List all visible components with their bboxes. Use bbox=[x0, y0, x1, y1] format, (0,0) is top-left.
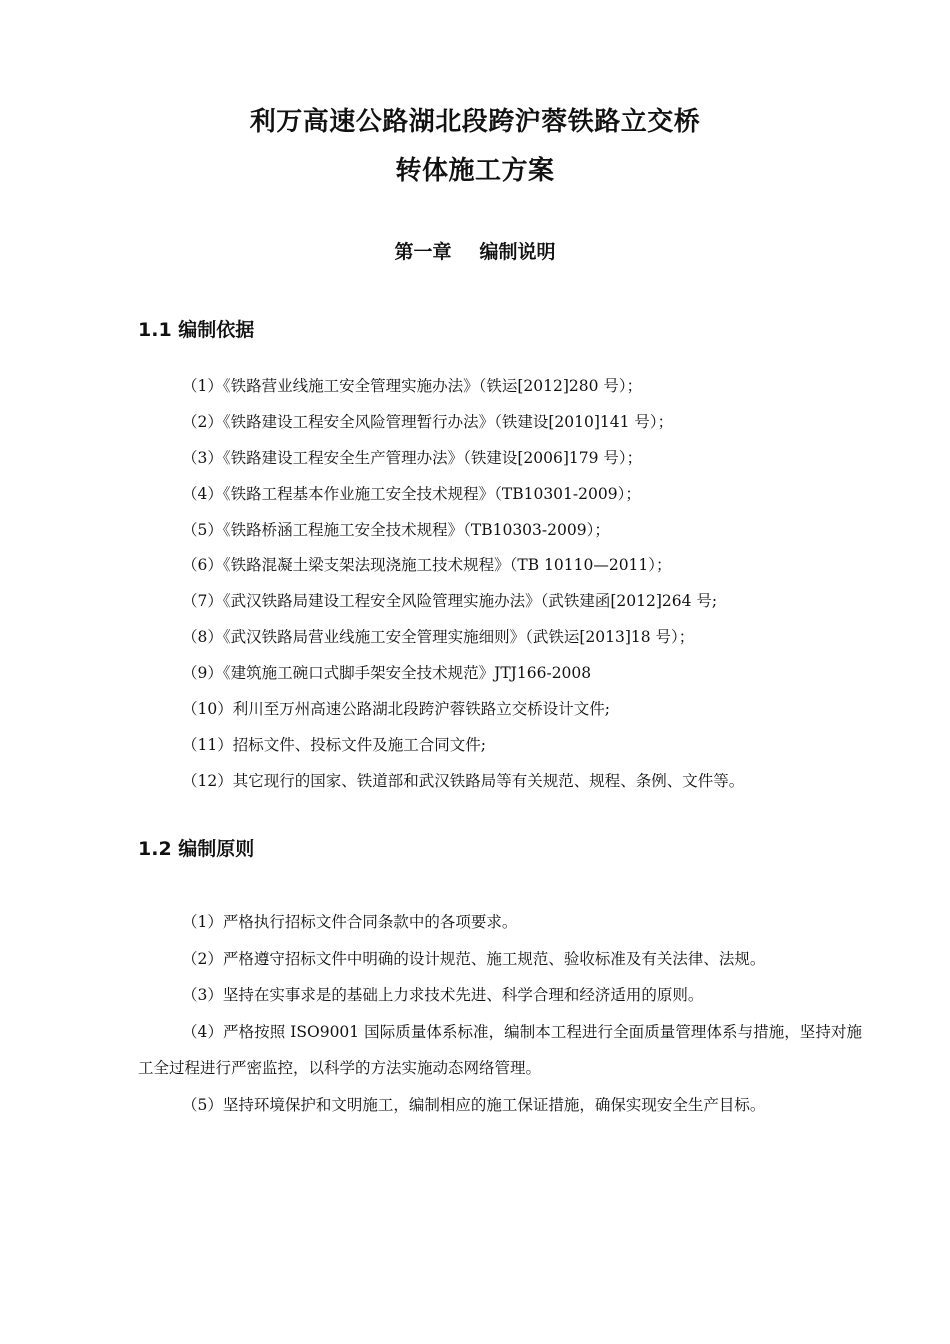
list-item: （2）《铁路建设工程安全风险管理暂行办法》（铁建设[2010]141 号）； bbox=[182, 412, 674, 431]
list-item: （7）《武汉铁路局建设工程安全风险管理实施办法》（武铁建函[2012]264 号; bbox=[182, 592, 718, 611]
principle-paragraph: （5）坚持环境保护和文明施工，编制相应的施工保证措施，确保实现安全生产目标。 bbox=[182, 1095, 766, 1114]
principle-paragraph: （3）坚持在实事求是的基础上力求技术先进、科学合理和经济适用的原则。 bbox=[182, 986, 704, 1004]
principles-list bbox=[138, 904, 862, 1123]
list-item: （3）《铁路建设工程安全生产管理办法》（铁建设[2006]179 号）； bbox=[182, 448, 643, 467]
list-item: （10）利川至万州高速公路湖北段跨沪蓉铁路立交桥设计文件; bbox=[182, 700, 610, 719]
document-title-line1: 利万高速公路湖北段跨沪蓉铁路立交桥 bbox=[249, 107, 701, 137]
principle-paragraph: （2）严格遵守招标文件中明确的设计规范、施工规范、验收标准及有关法律、法规。 bbox=[182, 949, 766, 968]
list-item: （12）其它现行的国家、铁道部和武汉铁路局等有关规范、规程、条例、文件等。 bbox=[182, 771, 745, 790]
list-item: （11）招标文件、投标文件及施工合同文件; bbox=[182, 735, 486, 754]
list-item: （8）《武汉铁路局营业线施工安全管理实施细则》（武铁运[2013]18 号）； bbox=[182, 628, 695, 647]
list-item: （4）《铁路工程基本作业施工安全技术规程》（TB10301-2009）； bbox=[182, 484, 641, 503]
reference-list bbox=[182, 372, 882, 803]
principle-paragraph: （4）严格按照 ISO9001 国际质量体系标准，编制本工程进行全面质量管理体系与措施，坚持对施工全过程进行严密监控，以科学的方法实施动态网络管理。 bbox=[138, 1022, 862, 1077]
chapter-number: 第一章 bbox=[394, 241, 452, 263]
chapter-name: 编制说明 bbox=[479, 241, 556, 263]
principle-paragraph: （1）严格执行招标文件合同条款中的各项要求。 bbox=[182, 913, 518, 931]
list-item: （9）《建筑施工碗口式脚手架安全技术规范》JTJ166-2008 bbox=[182, 664, 592, 683]
list-item: （1）《铁路营业线施工安全管理实施办法》（铁运[2012]280 号）； bbox=[182, 377, 643, 395]
chapter-heading bbox=[0, 237, 950, 264]
list-item: （6）《铁路混凝土梁支架法现浇施工技术规程》（TB 10110—2011）； bbox=[182, 556, 672, 575]
section-heading-principles: 1.2 编制原则 bbox=[138, 838, 255, 860]
list-item: （5）《铁路桥涵工程施工安全技术规程》（TB10303-2009）； bbox=[182, 520, 610, 539]
section-heading-basis: 1.1 编制依据 bbox=[138, 319, 255, 341]
document-title-line2: 转体施工方案 bbox=[395, 156, 555, 186]
